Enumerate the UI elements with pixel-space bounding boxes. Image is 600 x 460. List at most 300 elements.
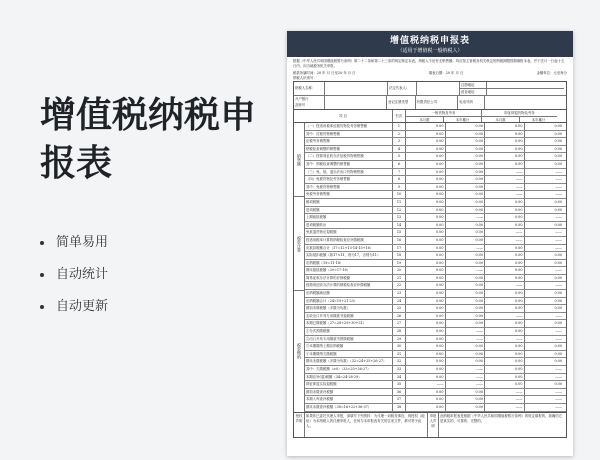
row-value[interactable]: 0.00 [406,320,446,327]
row-value[interactable]: 0.00 [406,351,446,358]
row-value[interactable]: —— [485,404,525,411]
taxpayer-id-label: 纳税人识别号： [293,76,317,80]
row-value[interactable]: 0.00 [446,313,486,320]
row-number: 1 [393,123,406,130]
col-immediate-month: 本月数 [482,117,520,122]
row-value[interactable]: 0.00 [485,153,525,160]
row-label: 期末留抵税额（20=17-18） [305,267,393,274]
col-immediate-year: 本年累计 [531,118,546,122]
table-row [305,146,566,154]
auth-label: 授权声明 [294,413,305,437]
table-row [305,207,566,215]
row-number: 20 [393,267,406,274]
row-value[interactable]: 0.00 [446,252,486,259]
row-value[interactable]: 0.00 [406,184,446,191]
taxpayer-info [293,81,567,110]
row-value[interactable]: 0.00 [485,138,525,145]
feature-label: 自动统计 [56,267,109,282]
row-value[interactable]: 0.00 [485,366,525,373]
tax-table [293,123,567,413]
row-label: （三）免、抵、退办法出口货物销售额 [305,169,393,176]
row-value[interactable]: —— [555,329,562,334]
row-value[interactable]: 0.00 [446,389,486,396]
row-value[interactable]: 0.00 [485,252,525,259]
table-row [305,252,566,260]
row-value[interactable]: —— [555,389,562,394]
row-value[interactable]: 0.00 [406,146,446,153]
row-value[interactable]: 0.00 [446,123,486,130]
row-value[interactable]: 0.00 [485,275,525,282]
row-value[interactable]: 0.00 [446,320,486,327]
row-number: 25 [393,305,406,312]
row-value[interactable]: 0.00 [406,123,446,130]
biz-address-label: 营业地址 [460,89,487,95]
row-value[interactable]: 0.00 [446,260,486,267]
table-row [305,389,566,397]
row-number: 15 [393,229,406,236]
row-value[interactable]: 0.00 [485,290,525,297]
table-row [305,374,566,382]
row-value[interactable]: 0.00 [406,229,446,236]
row-number: 6 [393,161,406,168]
row-value[interactable]: 0.00 [446,199,486,206]
table-row [305,191,566,199]
row-value[interactable]: 0.00 [446,237,486,244]
row-value[interactable]: 0.00 [406,199,446,206]
row-value[interactable]: 0.00 [554,306,562,311]
row-value[interactable]: —— [555,336,562,341]
row-number: 30 [393,343,406,350]
row-number: 17 [393,245,406,252]
bullet-icon [40,241,44,245]
document-subtitle: （适用于增值税一般纳税人） [397,48,463,54]
row-label: 其中：免税货物销售额 [305,184,393,191]
footer-declarations [293,413,567,438]
row-label: 按适用税率计算的纳税检查应补缴税额 [305,237,393,244]
row-number: 3 [393,138,406,145]
row-value[interactable]: 0.00 [406,207,446,214]
table-row [305,176,566,184]
row-value[interactable]: 0.00 [406,275,446,282]
feature-list [40,236,108,332]
section-payment: 税款缴纳 [297,343,302,360]
row-label: 实际抵扣税额（如17<11，则为17，否则为11） [305,252,393,259]
row-number: 23 [393,290,406,297]
row-value[interactable]: —— [446,336,486,343]
row-value[interactable]: 0.00 [446,358,486,365]
row-value[interactable]: 0.00 [446,161,486,168]
table-header [293,110,567,123]
row-value[interactable]: 0.00 [485,305,525,312]
document-title: 增值税纳税申报表 [389,36,470,46]
table-row [305,396,566,404]
row-value[interactable]: 0.00 [406,161,446,168]
reg-type-value: 有限责任公司 [416,96,459,109]
table-row [305,267,566,275]
row-value[interactable]: 0.00 [485,245,525,252]
col-general-year: 本年累计 [455,118,470,122]
fill-date: 填表日期：20 年 月 日 [428,71,464,75]
row-value[interactable]: 0.00 [406,222,446,229]
row-value[interactable]: 0.00 [406,176,446,183]
unit-note: 金额单位：元至角分 [536,71,567,75]
period: 税款所属时间：20 年 月 日至20 年 月 日 [293,71,356,75]
row-label: （二）按简易征收办法征税货物销售额 [305,153,393,160]
row-value[interactable]: 0.00 [446,176,486,183]
row-number: 9 [393,184,406,191]
row-label: 进项税额转出 [305,222,393,229]
row-value[interactable]: 0.00 [406,298,446,305]
row-value[interactable]: —— [555,374,562,379]
row-number: 7 [393,169,406,176]
reg-address-label: 注册地址 [460,82,487,88]
row-value[interactable]: 0.00 [554,260,562,265]
row-value[interactable]: —— [485,336,525,343]
row-value[interactable]: 0.00 [406,313,446,320]
row-number: 18 [393,252,406,259]
row-value[interactable]: 0.00 [554,222,562,227]
table-row [305,214,566,222]
table-row [305,222,566,230]
row-label: 进项税额 [305,207,393,214]
row-value[interactable]: 0.00 [485,351,525,358]
row-value[interactable]: 0.00 [446,169,486,176]
table-row [305,260,566,268]
row-label: ①分次预缴税额 [305,328,393,335]
row-label: 其中：纳税检查调整的销售额 [305,161,393,168]
row-label: 其中：应税货物销售额 [305,131,393,138]
declarant-label: 申报人声明 [428,413,439,437]
row-value[interactable]: 0.00 [446,146,486,153]
row-value[interactable]: 0.00 [446,351,486,358]
table-rows [305,123,566,412]
row-value[interactable]: 0.00 [406,138,446,145]
row-number: 4 [393,146,406,153]
row-value[interactable]: 0.00 [446,298,486,305]
table-row [305,320,566,328]
taxpayer-name-value [325,82,388,95]
row-value[interactable]: 0.00 [406,374,446,381]
row-value[interactable]: 0.00 [406,260,446,267]
row-number: 10 [393,191,406,198]
row-value[interactable]: 0.00 [446,207,486,214]
table-row [305,328,566,336]
row-number: 12 [393,207,406,214]
row-value[interactable]: 0.00 [554,298,562,303]
row-value[interactable]: 0.00 [446,153,486,160]
row-value[interactable]: 0.00 [485,161,525,168]
legal-rep-label: 法定代表人： [388,82,417,95]
table-row [305,358,566,366]
row-value[interactable]: —— [555,245,562,250]
table-row [305,305,566,313]
row-value[interactable]: —— [446,214,486,221]
col-general-month: 本月数 [406,117,444,122]
row-value[interactable]: 0.00 [446,275,486,282]
row-value[interactable]: 0.00 [406,214,446,221]
row-value[interactable]: 0.00 [406,267,446,274]
reg-type-label: 登记注册类型 [387,96,416,109]
row-value[interactable]: 0.00 [554,199,562,204]
taxpayer-name-label: 纳税人名称： [294,82,325,95]
row-value[interactable]: —— [555,177,562,182]
row-value[interactable]: —— [555,215,562,220]
row-value[interactable]: 0.00 [554,146,562,151]
row-value[interactable]: 0.00 [446,282,486,289]
row-number: 35 [393,381,406,388]
row-value[interactable]: 0.00 [485,146,525,153]
row-value[interactable]: 0.00 [554,161,562,166]
row-value[interactable]: —— [485,169,525,176]
row-number: 16 [393,237,406,244]
promo-title: 增值税纳税申报表 [40,95,257,184]
row-label: 本期已缴税额（27=28+29+30+31） [305,320,393,327]
row-value[interactable]: 0.00 [406,328,446,335]
table-row [305,123,566,131]
row-label: 实收出口开具专用缴款书退税额 [305,313,393,320]
row-label: 本期应补(退)税额（34=24-28-29） [305,374,393,381]
table-row [305,199,566,207]
row-number: 36 [393,389,406,396]
row-value[interactable]: 0.00 [446,138,486,145]
row-value[interactable]: —— [446,245,486,252]
row-value[interactable]: —— [485,282,525,289]
row-value[interactable]: —— [555,367,562,371]
row-number: 28 [393,328,406,335]
row-value[interactable]: 0.00 [446,396,486,403]
row-value[interactable]: 0.00 [406,389,446,396]
table-row [305,298,566,306]
row-value[interactable]: —— [555,313,562,318]
row-label: 本期入库查补税额 [305,396,393,403]
table-row [305,290,566,298]
row-number: 11 [393,199,406,206]
row-value[interactable]: 0.00 [485,199,525,206]
row-value[interactable]: 0.00 [485,267,525,274]
row-value[interactable]: —— [485,229,525,236]
row-value[interactable]: —— [555,404,562,409]
table-row [305,184,566,192]
row-value[interactable]: —— [555,268,562,273]
row-label: ④本期缴纳欠缴税额 [305,351,393,358]
row-number: 22 [393,282,406,289]
row-value[interactable]: 0.00 [485,381,525,388]
table-row [305,161,566,169]
row-label: 应纳税额（19=11-18） [305,260,393,267]
row-value[interactable]: 0.00 [406,343,446,350]
row-value[interactable]: —— [555,192,562,197]
row-value[interactable]: 0.00 [485,328,525,335]
row-value[interactable]: 0.00 [446,191,486,198]
feature-label: 简单易用 [56,235,109,250]
row-value[interactable]: —— [485,313,525,320]
row-label: 销项税额 [305,199,393,206]
row-label: 按简易征收办法计算的纳税检查应补缴税额 [305,282,393,289]
row-number: 37 [393,396,406,403]
feature-item [40,268,108,300]
row-number: 14 [393,222,406,229]
col-immediate: 即征即退货物及劳务 [482,110,557,117]
row-number: 21 [393,275,406,282]
row-value[interactable]: 0.00 [446,222,486,229]
bullet-icon [40,273,44,277]
legal-rep-value [417,82,460,95]
col-item: 项 目 [294,110,393,122]
row-value[interactable]: 0.00 [446,131,486,138]
row-value[interactable]: 0.00 [485,358,525,365]
table-row [305,343,566,351]
table-row [305,381,566,389]
row-number: 27 [393,320,406,327]
row-value[interactable]: 0.00 [485,374,525,381]
row-value[interactable]: 0.00 [554,131,562,136]
row-number: 8 [393,176,406,183]
row-value[interactable]: 0.00 [406,245,446,252]
row-value[interactable]: —— [485,396,525,403]
row-number: 19 [393,260,406,267]
row-value[interactable]: 0.00 [485,222,525,229]
table-row [305,153,566,161]
table-row [305,336,566,344]
row-value[interactable]: —— [485,191,525,198]
row-value[interactable]: —— [446,374,486,381]
row-value[interactable]: —— [446,328,486,335]
document-header [287,31,573,57]
row-value[interactable]: 0.00 [406,153,446,160]
row-value[interactable]: —— [485,184,525,191]
row-value[interactable]: 0.00 [446,343,486,350]
row-value[interactable]: 0.00 [554,321,562,326]
row-number: 29 [393,336,406,343]
row-label: 应抵扣税额合计（17=12+13-14-15+16） [305,245,393,252]
row-value[interactable]: 0.00 [485,260,525,267]
row-label: 即征即退实际退税额 [305,381,393,388]
row-value[interactable]: 0.00 [554,351,562,356]
row-value[interactable]: —— [555,237,562,242]
row-value[interactable]: —— [446,267,486,274]
row-value[interactable]: —— [485,176,525,183]
row-label: 期末未缴税额（多缴为负数）（32=24+25+26-27） [305,358,393,365]
row-value[interactable]: 0.00 [485,123,525,130]
row-number: 33 [393,366,406,373]
row-number: 24 [393,298,406,305]
table-row [305,169,566,177]
row-value[interactable]: 0.00 [446,404,486,411]
row-value[interactable]: —— [555,230,562,235]
row-label: 应税劳务销售额 [305,138,393,145]
row-value[interactable]: 0.00 [406,290,446,297]
table-row [305,404,566,412]
row-value[interactable]: 0.00 [406,366,446,373]
row-label: ②出口开具专用缴款书预缴税额 [305,336,393,343]
row-value[interactable]: 0.00 [406,169,446,176]
row-value[interactable]: —— [485,389,525,396]
row-value[interactable]: 0.00 [446,229,486,236]
row-value[interactable]: 0.00 [554,139,562,144]
row-number: 32 [393,358,406,365]
row-label: 期初未缴税额（多缴为负数） [305,305,393,312]
row-value[interactable]: 0.00 [406,336,446,343]
row-value[interactable]: 0.00 [446,290,486,297]
row-value[interactable]: 0.00 [554,207,562,212]
row-value[interactable]: 0.00 [554,253,562,258]
row-value[interactable]: —— [446,366,486,373]
row-value[interactable]: 0.00 [554,124,562,128]
row-value[interactable]: 0.00 [485,343,525,350]
row-value[interactable]: 0.00 [406,131,446,138]
row-label: 简易征收办法计算的应纳税额 [305,275,393,282]
row-value[interactable]: 0.00 [554,359,562,364]
row-value[interactable]: —— [555,397,562,402]
intro-text: 根据《中华人民共和国增值税暂行条例》第二十二条和第二十三条的规定制定本表。纳税人不论有无销售额，均应按主管税务机关核定的纳税期限按期填报本表，并于次月一日起十五日内，向当地税务机关申报。 [293,59,565,68]
row-number: 31 [393,351,406,358]
row-label: （一）按适用税率征税货物及劳务销售额 [305,123,393,130]
bullet-icon [40,305,44,309]
row-value[interactable]: 0.00 [554,291,562,296]
row-value[interactable]: —— [485,237,525,244]
row-value[interactable]: —— [555,283,562,288]
row-value[interactable]: 0.00 [485,320,525,327]
table-row [305,229,566,237]
row-value[interactable]: 0.00 [485,214,525,221]
row-value[interactable]: 0.00 [406,305,446,312]
table-row [305,313,566,321]
row-value[interactable]: 0.00 [446,305,486,312]
row-number: 5 [393,153,406,160]
row-label: 期末未缴查补税额（38=16+22+36-37） [305,404,393,411]
row-value[interactable]: 0.00 [554,344,562,349]
row-value[interactable]: 0.00 [406,191,446,198]
bank-label: 开户银行 [295,97,309,101]
row-label: （四）免税货物及劳务销售额 [305,176,393,183]
row-value[interactable]: 0.00 [485,131,525,138]
auth-text: 如果你已委托代理人申报，请填写下列资料：为代理一切税务事宜，现授权（地址）为本纳税人的代理申报人，任何与本申报表有关的往来文件，都可寄予此人。 [305,413,428,437]
row-label: ③本期缴纳上期应纳税额 [305,343,393,350]
row-value[interactable]: 0.00 [485,207,525,214]
row-value[interactable]: 0.00 [406,358,446,365]
row-value[interactable]: —— [555,184,562,189]
row-label: 免抵退货物应退税额 [305,229,393,236]
row-value[interactable]: 0.00 [406,237,446,244]
row-value[interactable]: 0.00 [554,382,562,387]
row-label: 免税劳务销售额 [305,191,393,198]
row-value[interactable]: 0.00 [485,298,525,305]
row-value[interactable]: 0.00 [406,252,446,259]
section-sales: 销售额 [294,123,304,197]
declarant-text: 此纳税申报表是根据《中华人民共和国增值税暂行条例》的规定填报的，我确信它是真实的、可靠的、完整的。 [440,413,563,423]
row-number: 34 [393,374,406,381]
row-value[interactable]: —— [446,381,486,388]
row-value[interactable]: 0.00 [446,184,486,191]
row-value[interactable]: 0.00 [406,282,446,289]
row-value[interactable]: 0.00 [554,154,562,159]
row-label: 应纳税额合计（24=19+21-23） [305,298,393,305]
table-row [305,245,566,253]
feature-label: 自动更新 [56,299,109,314]
row-number: 26 [393,313,406,320]
col-row: 栏次 [393,110,406,122]
row-value[interactable]: —— [406,381,446,388]
row-value[interactable]: 0.00 [406,396,446,403]
row-number: 38 [393,404,406,411]
row-value[interactable]: 0.00 [406,404,446,411]
row-number: 13 [393,214,406,221]
table-row [305,237,566,245]
row-label: 应纳税额减征额 [305,290,393,297]
phone-label: 电话号码 [458,96,485,109]
row-value[interactable]: —— [555,169,562,174]
row-value[interactable]: 0.00 [554,275,562,280]
